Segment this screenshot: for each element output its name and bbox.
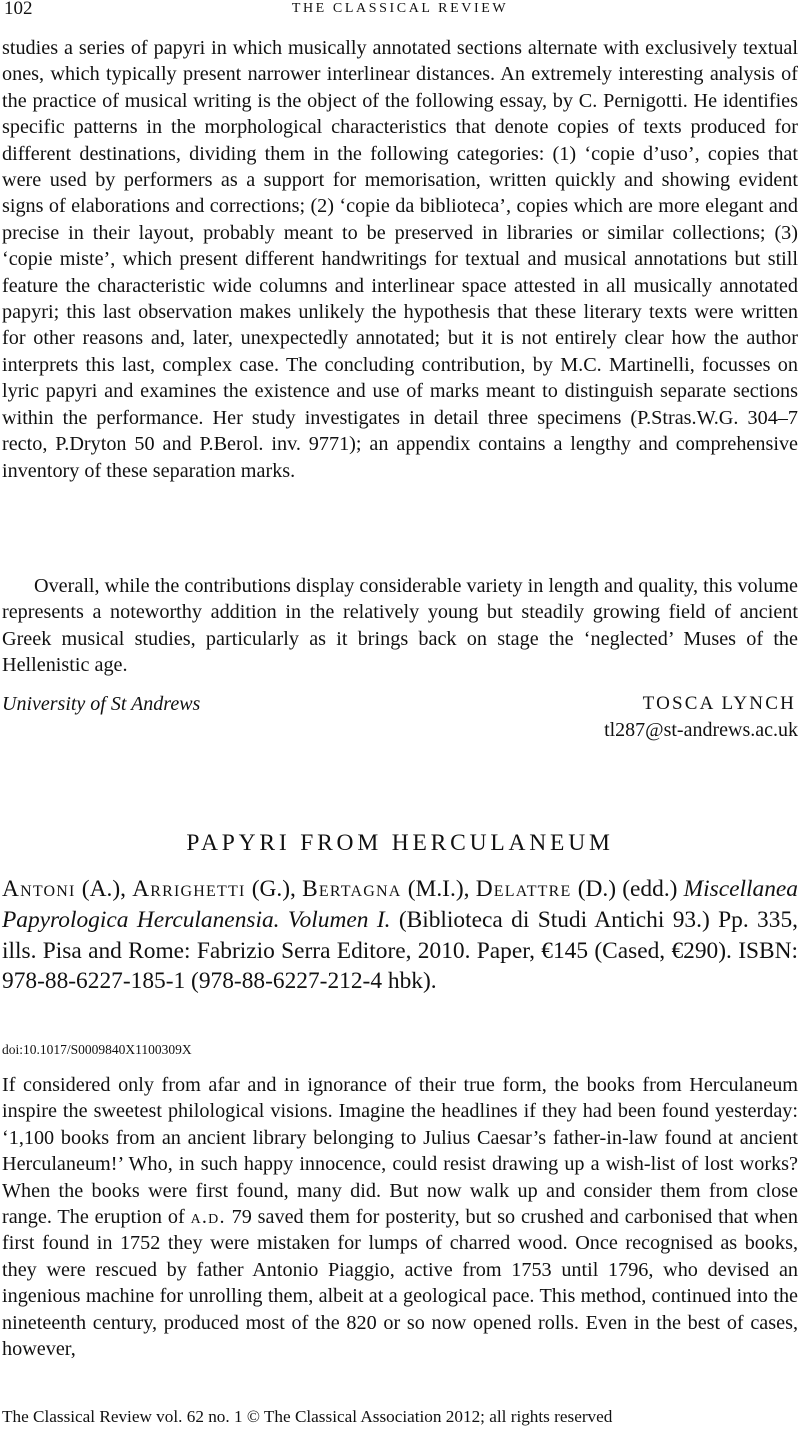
book-title: Miscellanea Papyrologica Herculanensia. Volumen I. (2, 876, 798, 933)
review-paragraph: Overall, while the contributions display considerable variety in length and quality, this volume represents a noteworthy addition in the relatively young but steadily growing field of ancient Greek musical studies, particularly as it brings back on stage the ‘neglected’ Muses of the Hellenistic age. (2, 575, 798, 677)
review-paragraph: If considered only from afar and in ignorance of their true form, the books from Herculaneum inspire the sweetest philological visions. Imagine the headlines if they had been found yesterday: ‘1,100 books from an ancient library belonging to Julius Caesar’s father-in-law found at ancient Herculaneum!’ Who, in such happy innocence, could resist drawing up a wish-list of lost works? When the books were first found, many did. But now walk up and consider them from close range. The eruption of a.d. 79 saved them for posterity, but so crushed and carbonised that when first found in 1752 they were mistaken for lumps of charred wood. Once recognised as books, they were rescued by father Antonio Piaggio, active from 1753 until 1796, who devised an ingenious machine for unrolling them, albeit at a geological pace. This method, continued into the nineteenth century, produced most of the 820 or so now opened rolls. Even in the best of cases, however, (2, 1074, 798, 1361)
author-name: Delattre (475, 876, 572, 902)
section-title: PAPYRI FROM HERCULANEUM (186, 830, 614, 856)
running-head (2, 0, 798, 22)
reviewer-email: tl287@st-andrews.ac.uk (604, 719, 798, 741)
page-number: 102 (4, 0, 33, 19)
author-name: Arrighetti (132, 876, 246, 902)
review-paragraph: studies a series of papyri in which musically annotated sections alternate with exclusively textual ones, which typically present narrower interlinear distances. An extremely interesting analysis of the practice of musical writing is the object of the following essay, by C. Pernigotti. He identifies specific patterns in the morphological characteristics that denote copies of texts produced for different destinations, dividing them in the following categories: (1) ‘copie d’uso’, copies that were used by performers as a support for memorisation, written quickly and showing evident signs of elaborations and corrections; (2) ‘copie da biblioteca’, copies which are more elegant and precise in their layout, probably meant to be preserved in libraries or similar collections; (3) ‘copie miste’, which present different handwritings for textual and musical annotations but still feature the characteristic wide columns and interlinear space attested in all musically annotated papyri; this last observation makes unlikely the hypothesis that these literary texts were written for other reasons and, later, unexpectedly annotated; but it is not entirely clear how the author interprets this last, complex case. The concluding contribution, by M.C. Martinelli, focusses on lyric papyri and examines the existence and use of marks meant to distinguish separate sections within the performance. Her study investigates in detail three specimens (P.Stras.W.G. 304–7 recto, P.Dryton 50 and P.Berol. inv. 9771); an appendix contains a lengthy and comprehensive inventory of these separation marks. (2, 37, 798, 482)
signature-block (2, 693, 798, 721)
publication-details: (Biblioteca di Studi Antichi 93.) Pp. 335, ills. Pisa and Rome: Fabrizio Serra Editore, 2010. Paper, €145 (Cased, €290). ISBN: 978-88-6227-185-1 (978-88-6227-212-4 hbk). (2, 906, 798, 995)
reviewer-affiliation: University of St Andrews (2, 693, 201, 715)
author-name: Antoni (2, 876, 76, 902)
journal-title: THE CLASSICAL REVIEW (291, 1, 509, 16)
doi-link[interactable]: doi:10.1017/S0009840X1100309X (2, 1042, 192, 1057)
book-citation: Antoni (A.), Arrighetti (G.), Bertagna (M.I.), Delattre (D.) (edd.) Miscellanea Papyrologica Herculanensia. Volumen I. (Biblioteca di Studi Antichi 93.) Pp. 335, ills. Pisa and Rome: Fabrizio Serra Editore, 2010. Paper, €145 (Cased, €290). ISBN: 978-88-6227-185-1 (978-88-6227-212-4 hbk). (2, 876, 798, 995)
reviewer-name: TOSCA LYNCH (642, 693, 796, 714)
copyright-footer: The Classical Review vol. 62 no. 1 © The Classical Association 2012; all rights reserved (2, 1407, 613, 1426)
author-name: Bertagna (302, 876, 402, 902)
era-abbreviation: a.d. (190, 1206, 226, 1229)
